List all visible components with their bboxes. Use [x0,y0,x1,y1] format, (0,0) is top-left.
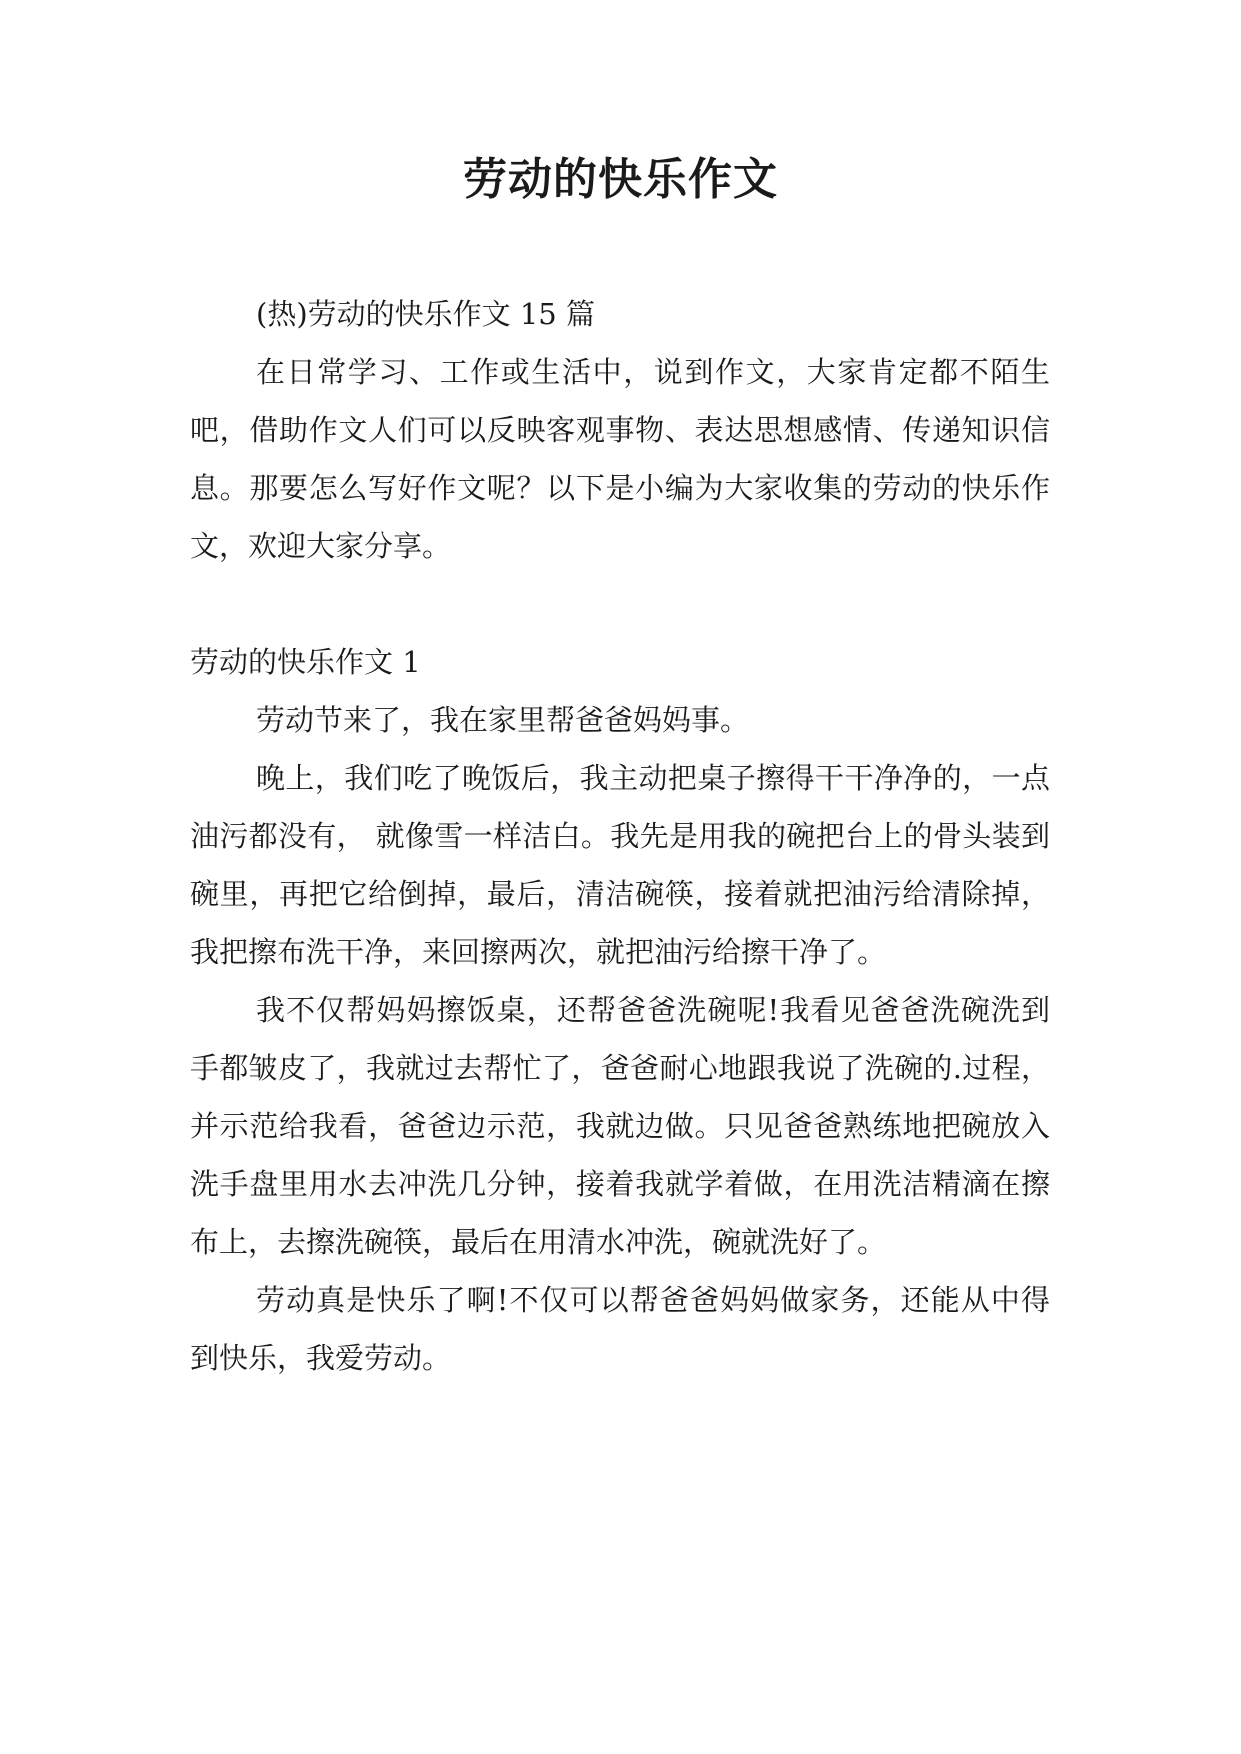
paragraph: 晚上，我们吃了晚饭后，我主动把桌子擦得干干净净的，一点油污都没有， 就像雪一样洁白。我先是用我的碗把台上的骨头装到碗里，再把它给倒掉，最后，清洁碗筷，接着就把油污给清除掉，我把擦布洗干净，来回擦两次，就把油污给擦干净了。 [190,761,1050,969]
paragraph: 劳动节来了，我在家里帮爸爸妈妈事。 [256,703,750,737]
document-title: 劳动的快乐作文 [463,154,778,205]
section-spacer [190,575,1050,633]
section-heading: 劳动的快乐作文 1 [190,645,421,679]
paragraph: 我不仅帮妈妈擦饭桌，还帮爸爸洗碗呢!我看见爸爸洗碗洗到手都皱皮了，我就过去帮忙了，爸爸耐心地跟我说了洗碗的.过程，并示范给我看，爸爸边示范，我就边做。只见爸爸熟练地把碗放入洗手盘里用水去冲洗几分钟，接着我就学着做，在用洗洁精滴在擦布上，去擦洗碗筷，最后在用清水冲洗，碗就洗好了。 [190,993,1050,1259]
document-body [190,285,1050,1387]
intro-paragraph: 在日常学习、工作或生活中，说到作文，大家肯定都不陌生吧，借助作文人们可以反映客观事物、表达思想感情、传递知识信息。那要怎么写好作文呢？以下是小编为大家收集的劳动的快乐作文，欢迎大家分享。 [190,355,1050,563]
subtitle: (热)劳动的快乐作文 15 篇 [256,297,595,331]
paragraph: 劳动真是快乐了啊!不仅可以帮爸爸妈妈做家务，还能从中得到快乐，我爱劳动。 [190,1283,1050,1375]
